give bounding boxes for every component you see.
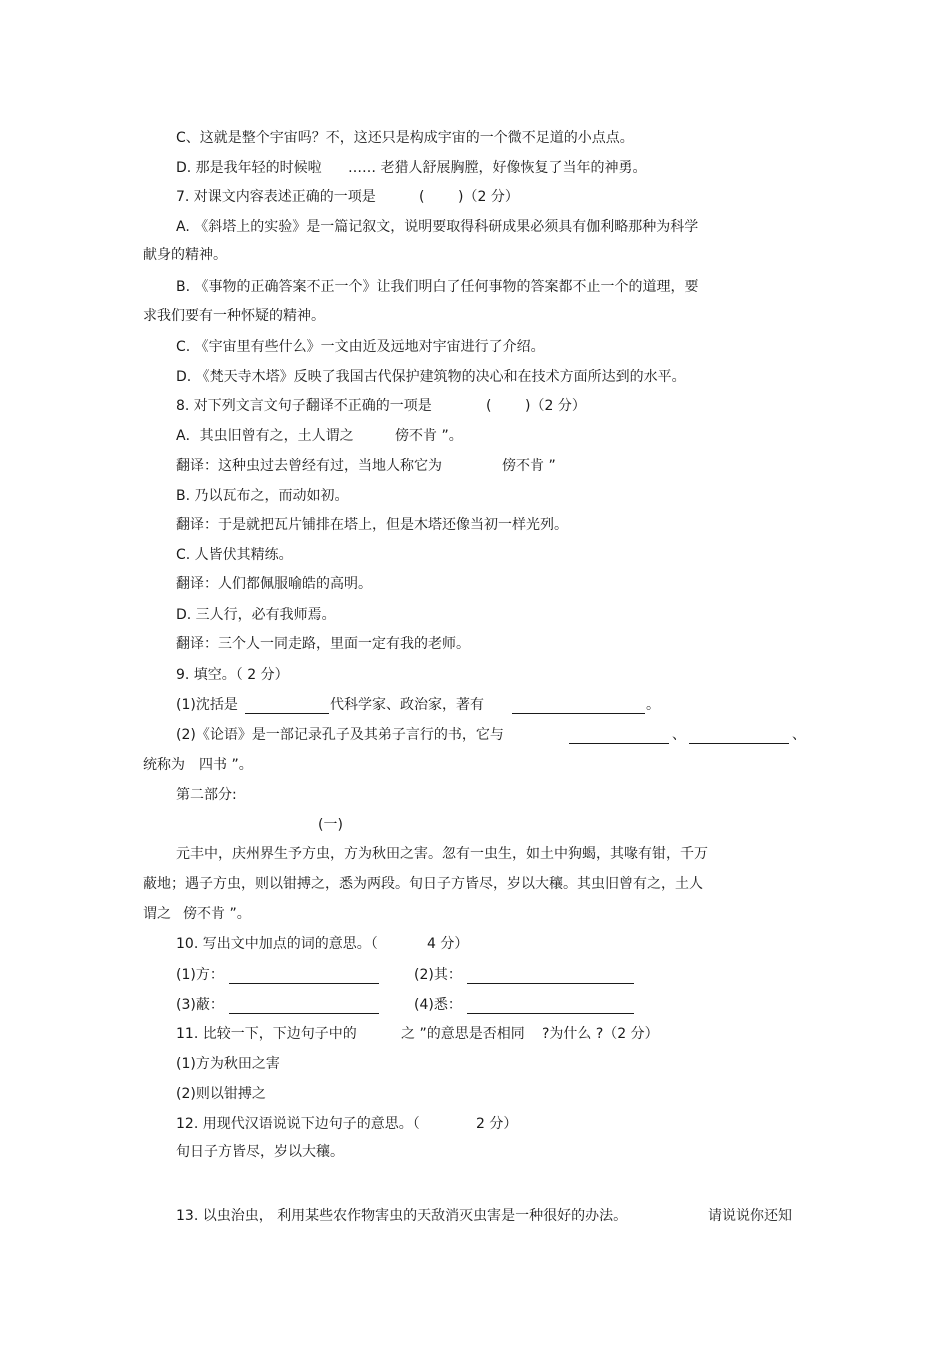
q8-a-translation-part2: 傍不肯 ” xyxy=(502,458,556,474)
q11-sentence2: (2)则以钳搏之 xyxy=(176,1086,266,1102)
q9-part2-sep1: 、 xyxy=(672,727,686,743)
q7-paren-open: ( xyxy=(419,189,425,205)
q8-b-translation: 翻译：于是就把瓦片铺排在塔上，但是木塔还像当初一样光列。 xyxy=(176,517,568,533)
q10-blank-3[interactable] xyxy=(229,999,379,1014)
q10-blank-4[interactable] xyxy=(467,999,634,1014)
q8-b-source: B. 乃以瓦布之，而动如初。 xyxy=(176,488,349,504)
q8-paren-open: ( xyxy=(486,398,492,414)
q9-blank-book[interactable] xyxy=(512,699,645,714)
q12-sentence: 旬日子方皆尽，岁以大穰。 xyxy=(176,1144,344,1160)
passage-line3-lead: 谓之 xyxy=(143,906,171,922)
passage-line3-end: 傍不肯 ”。 xyxy=(183,906,251,922)
q9-blank-book-1[interactable] xyxy=(569,729,669,744)
q7-option-b-line2: 求我们要有一种怀疑的精神。 xyxy=(143,308,325,324)
q11-stem-end: ?为什么 ?（2 分） xyxy=(542,1026,659,1042)
q13-stem: 13. 以虫治虫， 利用某些农作物害虫的天敌消灭虫害是一种很好的办法。 xyxy=(176,1208,628,1224)
q10-item3-label: (3)蔽： xyxy=(176,997,224,1013)
q11-stem: 11. 比较一下，下边句子中的 xyxy=(176,1026,357,1042)
q7-option-d: D. 《梵天寺木塔》反映了我国古代保护建筑物的决心和在技术方面所达到的水平。 xyxy=(176,369,686,385)
q8-paren-close: )（2 分） xyxy=(525,398,586,414)
q7-stem: 7. 对课文内容表述正确的一项是 xyxy=(176,189,376,205)
q9-part1-lead: (1)沈括是 xyxy=(176,697,238,713)
q6-option-c: C、这就是整个宇宙吗？不，这还只是构成宇宙的一个微不足道的小点点。 xyxy=(176,130,634,146)
passage-line2: 蔽地；遇子方虫，则以钳搏之，悉为两段。旬日子方皆尽，岁以大穰。其虫旧曾有之，土人 xyxy=(143,876,703,892)
q7-paren-close: )（2 分） xyxy=(458,189,519,205)
q6-option-d-part2: …… 老猎人舒展胸膛，好像恢复了当年的神勇。 xyxy=(348,160,647,176)
q10-stem: 10. 写出文中加点的词的意思。（ xyxy=(176,936,378,952)
q9-part1-middle: 代科学家、政治家，著有 xyxy=(330,697,484,713)
q10-blank-1[interactable] xyxy=(229,969,379,984)
q10-item2-label: (2)其： xyxy=(414,967,462,983)
q8-c-translation: 翻译：人们都佩服喻皓的高明。 xyxy=(176,576,372,592)
q8-a-translation-part1: 翻译：这种虫过去曾经有过，当地人称它为 xyxy=(176,458,442,474)
q11-sentence1: (1)方为秋田之害 xyxy=(176,1056,280,1072)
passage-line1: 元丰中，庆州界生予方虫，方为秋田之害。忽有一虫生，如土中狗蝎，其喙有钳，千万 xyxy=(176,846,708,862)
q7-option-c: C. 《宇宙里有些什么》一文由近及远地对宇宙进行了介绍。 xyxy=(176,339,545,355)
q8-a-source-part2: 傍不肯 ”。 xyxy=(395,428,463,444)
q9-part2-line2-end: 四书 ”。 xyxy=(199,757,253,773)
q13-stem-end: 请说说你还知 xyxy=(708,1208,792,1224)
q7-option-b-line1: B. 《事物的正确答案不正一个》让我们明白了任何事物的答案都不止一个的道理，要 xyxy=(176,279,699,295)
q10-blank-2[interactable] xyxy=(467,969,634,984)
q6-option-d-part1: D. 那是我年轻的时候啦 xyxy=(176,160,322,176)
q8-d-source: D. 三人行，必有我师焉。 xyxy=(176,607,336,623)
q12-points: 2 分） xyxy=(476,1116,518,1132)
q8-c-source: C. 人皆伏其精练。 xyxy=(176,547,293,563)
q8-stem: 8. 对下列文言文句子翻译不正确的一项是 xyxy=(176,398,432,414)
q9-blank-book-2[interactable] xyxy=(689,729,789,744)
section-number: (一) xyxy=(318,817,343,833)
q8-d-translation: 翻译：三个人一同走路，里面一定有我的老师。 xyxy=(176,636,470,652)
q9-stem: 9. 填空。（ 2 分） xyxy=(176,667,289,683)
q12-stem: 12. 用现代汉语说说下边句子的意思。（ xyxy=(176,1116,420,1132)
q7-option-a-line1: A. 《斜塔上的实验》是一篇记叙文，说明要取得科研成果必须具有伽利略那种为科学 xyxy=(176,219,699,235)
q10-points: 4 分） xyxy=(427,936,469,952)
q10-item1-label: (1)方： xyxy=(176,967,224,983)
q9-part2-lead: (2)《论语》是一部记录孔子及其弟子言行的书，它与 xyxy=(176,727,504,743)
q9-part2-line2-lead: 统称为 xyxy=(143,757,185,773)
q7-option-a-line2: 献身的精神。 xyxy=(143,247,227,263)
q11-stem-middle: 之 ”的意思是否相同 xyxy=(401,1026,525,1042)
q9-blank-dynasty[interactable] xyxy=(245,699,329,714)
part2-heading: 第二部分: xyxy=(176,787,237,803)
q9-part1-end: 。 xyxy=(646,697,660,713)
q9-part2-sep2: 、 xyxy=(792,727,806,743)
q8-a-source-part1: A．其虫旧曾有之，土人谓之 xyxy=(176,428,354,444)
q10-item4-label: (4)悉： xyxy=(414,997,462,1013)
